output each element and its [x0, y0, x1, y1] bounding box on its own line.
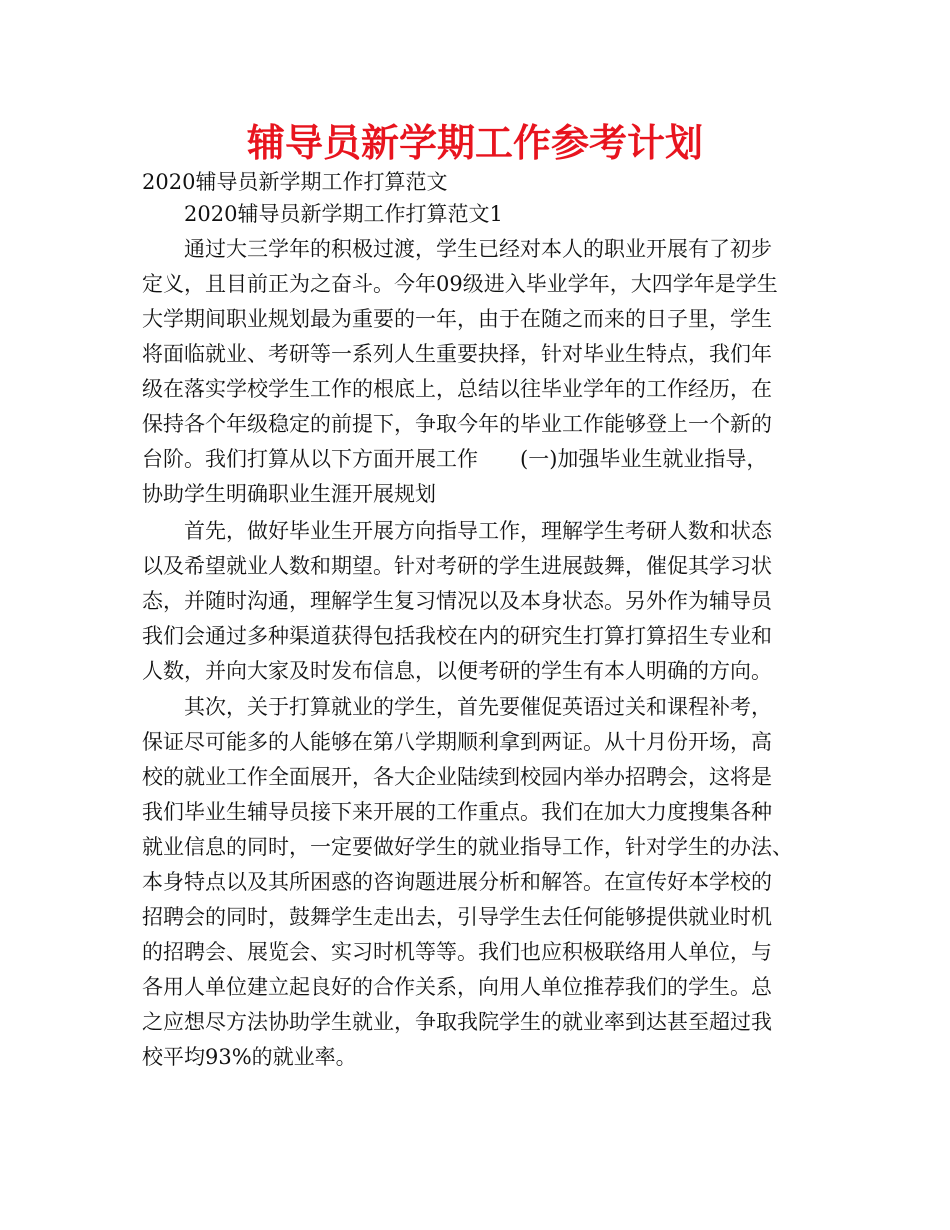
paragraph-line: 态，并随时沟通，理解学生复习情况以及本身状态。另外作为辅导员: [142, 589, 772, 613]
paragraph-line: 首先，做好毕业生开展方向指导工作，理解学生考研人数和状态: [184, 519, 772, 543]
paragraph-line: 人数，并向大家及时发布信息，以便考研的学生有本人明确的方向。: [142, 659, 772, 683]
paragraph-line: 保持各个年级稳定的前提下，争取今年的毕业工作能够登上一个新的: [142, 412, 772, 436]
paragraph-line: 就业信息的同时，一定要做好学生的就业指导工作，针对学生的办法、: [142, 835, 793, 859]
paragraph-line: 本身特点以及其所困惑的咨询题进展分析和解答。在宣传好本学校的: [142, 870, 772, 894]
paragraph-line: 我们会通过多种渠道获得包括我校在内的研究生打算打算招生专业和: [142, 624, 772, 648]
paragraph-line: 大学期间职业规划最为重要的一年，由于在随之而来的日子里，学生: [142, 307, 772, 331]
paragraph-line: 各用人单位建立起良好的合作关系，向用人单位推荐我们的学生。总: [142, 975, 772, 999]
paragraph-line: 协助学生明确职业生涯开展规划: [142, 482, 436, 506]
paragraph-line: 保证尽可能多的人能够在第八学期顺利拿到两证。从十月份开场，高: [142, 730, 772, 754]
paragraph-line: 校平均93%的就业率。: [142, 1045, 357, 1069]
paragraph-line: 我们毕业生辅导员接下来开展的工作重点。我们在加大力度搜集各种: [142, 800, 772, 824]
section-heading: 2020辅导员新学期工作打算范文1: [184, 202, 503, 226]
paragraph-line: 台阶。我们打算从以下方面开展工作 (一)加强毕业生就业指导，: [142, 447, 768, 471]
document-subtitle: 2020辅导员新学期工作打算范文: [142, 170, 448, 194]
document-title: 辅导员新学期工作参考计划: [246, 121, 703, 165]
paragraph-line: 以及希望就业人数和期望。针对考研的学生进展鼓舞，催促其学习状: [142, 554, 772, 578]
paragraph-line: 定义，且目前正为之奋斗。今年09级进入毕业学年，大四学年是学生: [142, 272, 778, 296]
paragraph-line: 招聘会的同时，鼓舞学生走出去，引导学生去任何能够提供就业时机: [142, 905, 772, 929]
paragraph-line: 级在落实学校学生工作的根底上，总结以往毕业学年的工作经历，在: [142, 377, 772, 401]
paragraph-line: 通过大三学年的积极过渡，学生已经对本人的职业开展有了初步: [184, 237, 772, 261]
paragraph-line: 之应想尽方法协助学生就业，争取我院学生的就业率到达甚至超过我: [142, 1010, 772, 1034]
paragraph-line: 的招聘会、展览会、实习时机等等。我们也应积极联络用人单位，与: [142, 940, 772, 964]
paragraph-line: 其次，关于打算就业的学生，首先要催促英语过关和课程补考，: [184, 695, 772, 719]
paragraph-line: 校的就业工作全面展开，各大企业陆续到校园内举办招聘会，这将是: [142, 765, 772, 789]
paragraph-line: 将面临就业、考研等一系列人生重要抉择，针对毕业生特点，我们年: [142, 342, 772, 366]
